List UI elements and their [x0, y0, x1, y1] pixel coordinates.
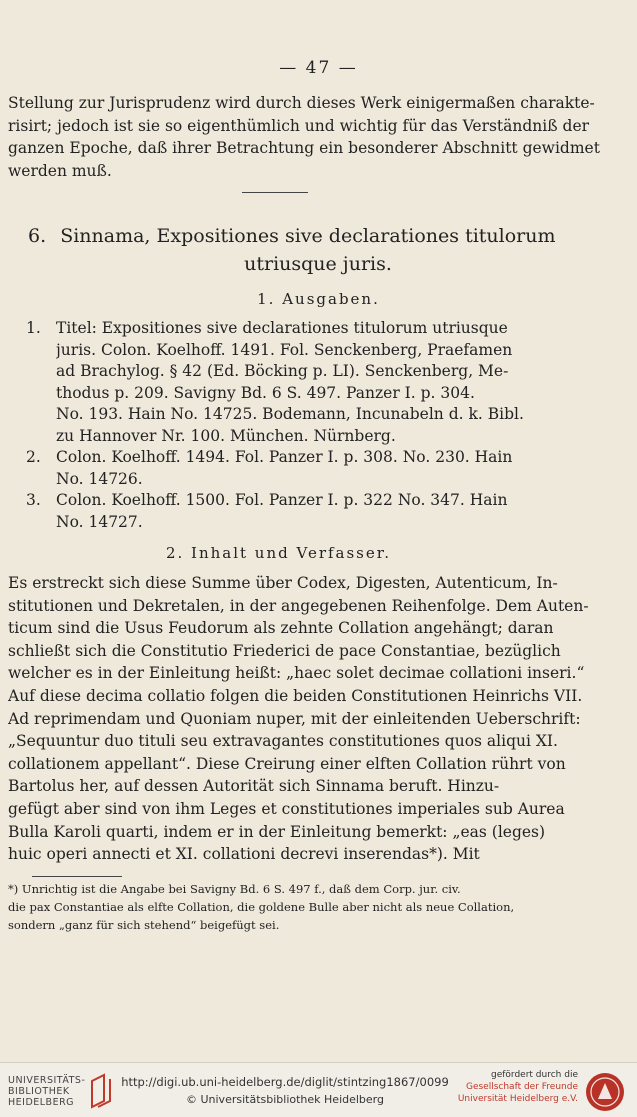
text-line: ticum sind die Usus Feudorum als zehnte Collation angehängt; daran	[8, 619, 554, 638]
footnote-line: *) Unrichtig ist die Angabe bei Savigny Bd. 6 S. 497 f., daß dem Corp. jur. civ.	[8, 882, 461, 896]
footnote-line: sondern „ganz für sich stehend“ beigefügt sei.	[8, 918, 280, 932]
text-line: werden muß.	[8, 161, 112, 180]
paragraph-intro	[8, 92, 628, 182]
footnote	[8, 880, 626, 934]
text-line: Auf diese decima collatio folgen die beiden Constitutionen Heinrichs VII.	[8, 686, 583, 705]
library-logo-icon	[88, 1073, 114, 1109]
text-line: thodus p. 209. Savigny Bd. 6 S. 497. Panzer I. p. 304.	[56, 383, 475, 402]
permalink-url[interactable]: http://digi.ub.uni-heidelberg.de/diglit/stintzing1867/0099	[121, 1075, 449, 1089]
section-number: 6.	[28, 225, 47, 247]
text-line: Es erstreckt sich diese Summe über Codex, Digesten, Autenticum, In-	[8, 574, 558, 592]
text-line: „Sequuntur duo tituli seu extravagantes constitutiones quos aliqui XI.	[8, 732, 558, 751]
text-line: Bulla Karoli quarti, indem er in der Einleitung bemerkt: „eas (leges)	[8, 822, 546, 841]
section-title-line1: Sinnama, Expositiones sive declarationes titulorum	[60, 225, 556, 247]
section-divider	[242, 192, 308, 193]
text-line: No. 14727.	[56, 512, 143, 531]
item-number: 3.	[26, 491, 41, 509]
subheading-editions: 1. Ausgaben.	[257, 290, 380, 308]
text-line: No. 193. Hain No. 14725. Bodemann, Incunabeln d. k. Bibl.	[56, 405, 524, 423]
section-title-line2: utriusque juris.	[244, 253, 392, 275]
list-item	[26, 318, 526, 447]
section-heading	[28, 222, 608, 278]
subheading-content-author: 2. Inhalt und Verfasser.	[165, 544, 392, 562]
text-line: huic operi annecti et XI. collationi decrevi inserendas*). Mit	[8, 845, 480, 864]
list-item	[26, 447, 526, 490]
text-line: schließt sich die Constitutio Friederici de pace Constantiae, bezüglich	[8, 641, 561, 660]
item-number: 1.	[26, 319, 41, 337]
footnote-divider	[32, 876, 122, 877]
text-line: stitutionen und Dekretalen, in der angegebenen Reihenfolge. Dem Auten-	[8, 596, 589, 615]
text-line: Bartolus her, auf dessen Autorität sich Sinnama beruft. Hinzu-	[8, 777, 500, 796]
text-line: zu Hannover Nr. 100. München. Nürnberg.	[56, 426, 396, 445]
text-line: risirt; jedoch ist sie so eigenthümlich und wichtig für das Verständniß der	[8, 116, 590, 135]
text-line: welcher es in der Einleitung heißt: „haec solet decimae collationi inseri.“	[8, 664, 585, 683]
editions-list	[26, 318, 526, 533]
page-number: — 47 —	[279, 58, 358, 78]
text-line: Colon. Koelhoff. 1494. Fol. Panzer I. p. 308. No. 230. Hain	[56, 448, 513, 466]
footnote-line: die pax Constantiae als elfte Collation, die goldene Bulle aber nicht als neue Collation,	[8, 900, 515, 914]
text-line: collationem appellant“. Diese Creirung einer elften Collation rührt von	[8, 754, 566, 773]
text-line: Colon. Koelhoff. 1500. Fol. Panzer I. p. 322 No. 347. Hain	[56, 491, 508, 509]
text-line: ad Brachylog. § 42 (Ed. Böcking p. LI). Senckenberg, Me-	[56, 362, 509, 380]
text-line: Ad reprimendam und Quoniam nuper, mit der einleitenden Ueberschrift:	[8, 709, 581, 728]
item-number: 2.	[26, 448, 41, 466]
text-line: Titel: Expositiones sive declarationes titulorum utriusque	[56, 319, 508, 337]
library-name: UNIVERSITÄTS- BIBLIOTHEK HEIDELBERG	[8, 1075, 86, 1108]
text-line: juris. Colon. Koelhoff. 1491. Fol. Senckenberg, Praefamen	[56, 340, 513, 359]
sponsor-text: gefördert durch die Gesellschaft der Freunde Universität Heidelberg e.V.	[457, 1070, 578, 1104]
university-seal-icon	[584, 1071, 626, 1113]
copyright-notice: © Universitätsbibliothek Heidelberg	[185, 1093, 384, 1106]
library-footer	[0, 1062, 637, 1117]
text-line: Stellung zur Jurisprudenz wird durch dieses Werk einigermaßen charakte-	[8, 94, 595, 112]
text-line: gefügt aber sind von ihm Leges et constitutiones imperiales sub Aurea	[8, 799, 565, 818]
text-line: No. 14726.	[56, 469, 143, 488]
list-item	[26, 490, 526, 533]
text-line: ganzen Epoche, daß ihrer Betrachtung ein besonderer Abschnitt gewidmet	[8, 139, 600, 157]
paragraph-content	[8, 572, 628, 866]
